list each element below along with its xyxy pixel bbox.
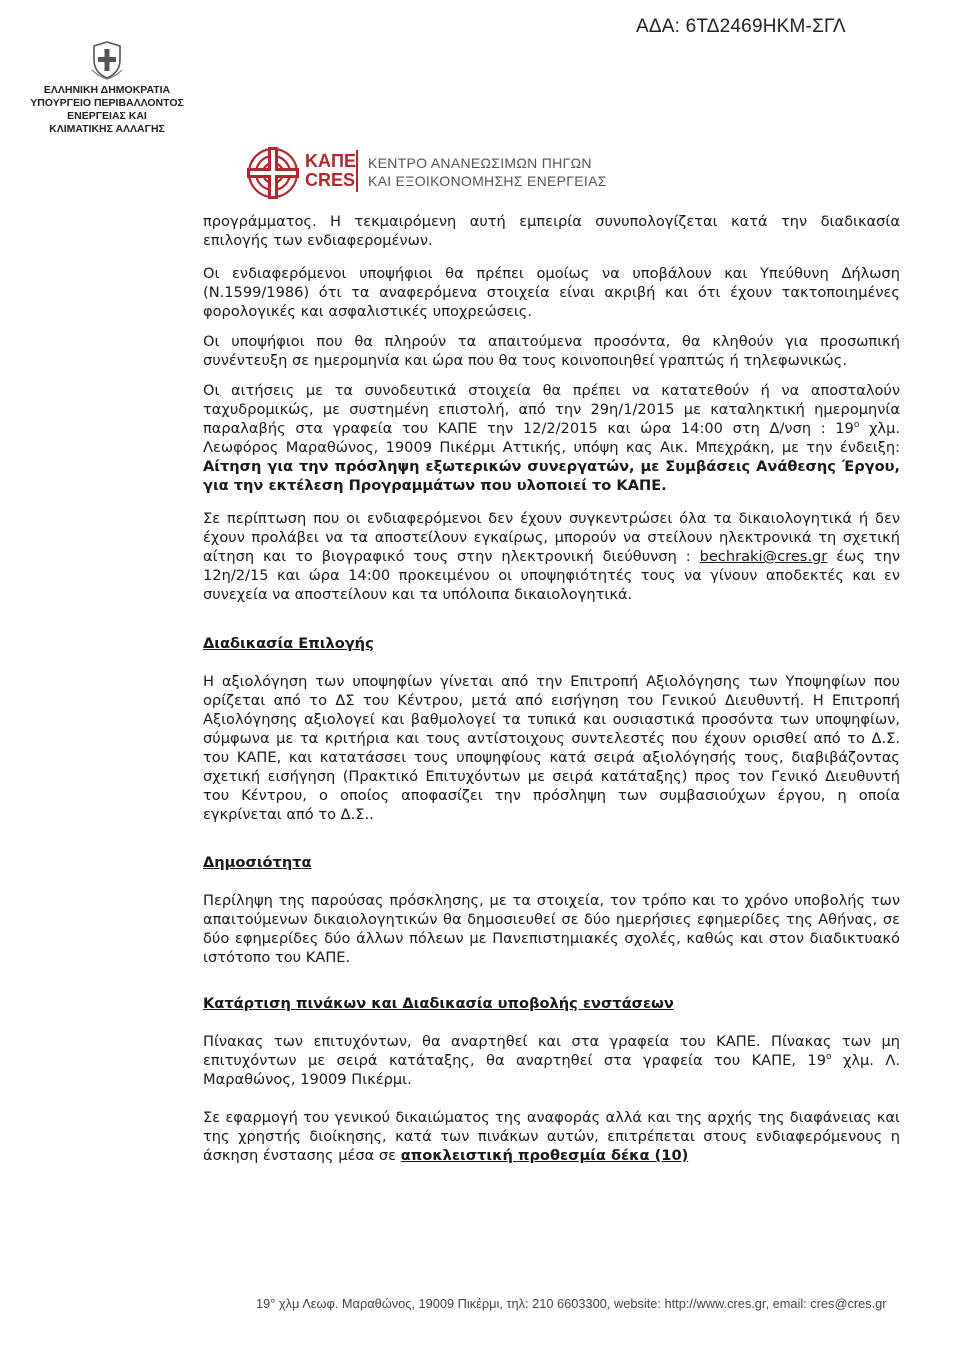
kape-divider <box>356 150 358 192</box>
document-body <box>203 212 900 1165</box>
kape-abbreviations <box>305 152 356 190</box>
paragraph-declaration: Οι ενδιαφερόμενοι υποψήφιοι θα πρέπει ομοίως να υποβάλουν και Υπεύθυνη Δήλωση (Ν.1599/1986) ότι τα αναφερόμενα στοιχεία είναι ακριβή και ότι έχουν τακτοποιημένες φορολογικές και ασφαλιστικές υποχρεώσεις. <box>203 265 900 320</box>
ada-code: ΑΔΑ: 6ΤΔ2469ΗΚΜ-ΣΓΛ <box>636 16 846 37</box>
paragraph-publicity: Περίληψη της παρούσας πρόσκλησης, με τα στοιχεία, τον τρόπο και το χρόνο υποβολής των απαιτούμενων δικαιολογητικών θα δημοσιευθεί σε δύο ημερήσιες εφημερίδες της Αθήνας, σε δύο εφημερίδες δύο άλλων πόλεων με Πανεπιστημιακές σχολές, καθώς και στον διαδικτυακό ιστότοπο του ΚΑΠΕ. <box>203 892 900 966</box>
paragraph-experience: προγράμματος. Η τεκμαιρόμενη αυτή εμπειρία συνυπολογίζεται κατά την διαδικασία επιλογής των ενδιαφερομένων. <box>203 213 900 249</box>
greek-emblem-icon <box>90 40 124 80</box>
paragraph-tables <box>203 1032 900 1089</box>
paragraph-electronic <box>203 509 900 604</box>
kape-full-line-1: ΚΕΝΤΡΟ ΑΝΑΝΕΩΣΙΜΩΝ ΠΗΓΩΝ <box>368 155 592 171</box>
email-link[interactable]: bechraki@cres.gr <box>699 548 828 565</box>
tables-text-2: χλμ. Λ. Μαραθώνος, 19009 Πικέρμι. <box>203 1052 900 1088</box>
objections-deadline: αποκλειστική προθεσμία δέκα (10) <box>400 1147 689 1164</box>
paragraph-applications <box>203 381 900 495</box>
paragraph-objections <box>203 1108 900 1165</box>
kape-full-name <box>368 154 607 190</box>
paragraph-interview: Οι υποψήφιοι που θα πληρούν τα απαιτούμενα προσόντα, θα κληθούν για προσωπική συνέντευξη σε ημερομηνία και ώρα που θα τους κοινοποιηθεί γραπτώς ή τηλεφωνικώς. <box>203 333 900 369</box>
electronic-text-1: Σε περίπτωση που οι ενδιαφερόμενοι δεν έχουν συγκεντρώσει όλα τα δικαιολογητικά ή δεν έχουν προλάβει να τα αποστείλουν εγκαίρως, μπορούν να στείλουν ηλεκτρονικά τη σχετική αίτηση και το βιογραφικό τους στην ηλεκτρονική διεύθυνση : <box>203 510 900 565</box>
degree-superscript: ο <box>853 420 860 430</box>
kape-full-line-2: ΚΑΙ ΕΞΟΙΚΟΝΟΜΗΣΗΣ ΕΝΕΡΓΕΙΑΣ <box>368 173 607 189</box>
ministry-line-1: ΕΛΛΗΝΙΚΗ ΔΗΜΟΚΡΑΤΙΑ <box>43 84 171 96</box>
heading-tables: Κατάρτιση πινάκων και Διαδικασία υποβολής ενστάσεων <box>203 995 674 1012</box>
ministry-line-3: ΕΝΕΡΓΕΙΑΣ ΚΑΙ <box>67 110 147 122</box>
paragraph-selection: Η αξιολόγηση των υποψηφίων γίνεται από την Επιτροπή Αξιολόγησης των Υποψηφίων που ορίζεται από το ΔΣ του Κέντρου, μετά από εισήγηση του Γενικού Διευθυντή. Η Επιτροπή Αξιολόγησης αξιολογεί και βαθμολογεί τα τυπικά και ουσιαστικά προσόντα των υποψηφίων, σύμφωνα με τα κριτήρια και τους αντίστοιχους συντελεστές που έχουν ορισθεί από το Δ.Σ. του ΚΑΠΕ, και κατατάσσει τους υποψηφίους κατά σειρά αξιολόγησής τους, διαβιβάζοντας σχετική εισήγηση (Πρακτικό Επιτυχόντων με σειρά κατάταξης) προς τον Γενικό Διευθυντή του Κέντρου, ο οποίος αποφασίζει την πρόσληψη των συμβασιούχων έργου, η οποία εγκρίνεται από το Δ.Σ.. <box>203 673 900 823</box>
electronic-text-2: έως την 12η/2/15 και ώρα 14:00 προκειμένου οι υποψηφιότητές τους να γίνουν αποδεκτές και εν συνεχεία να αποστείλουν και τα υπόλοιπα δικαιολογητικά. <box>203 548 900 603</box>
objections-text: Σε εφαρμογή του γενικού δικαιώματος της αναφοράς αλλά και της αρχής της διαφάνειας και της χρηστής διοίκησης, κατά των πινάκων αυτών, επιτρέπεται στους ενδιαφερόμενους η άσκηση ένστασης μέσα σε <box>203 1109 900 1164</box>
applications-subject: Αίτηση για την πρόσληψη εξωτερικών συνεργατών, με Συμβάσεις Ανάθεσης Έργου, για την εκτέλεση Προγραμμάτων που υλοποιεί το ΚΑΠΕ. <box>203 458 900 494</box>
cres-abbr: CRES <box>305 170 356 190</box>
applications-text-2: χλμ. Λεωφόρος Μαραθώνος, 19009 Πικέρμι Αττικής, υπόψη κας Αικ. Μπεχράκη, με την ένδειξη: <box>203 420 900 456</box>
degree-superscript: ο <box>826 1052 832 1062</box>
tables-text-1: Πίνακας των επιτυχόντων, θα αναρτηθεί και στα γραφεία του ΚΑΠΕ. Πίνακας των μη επιτυχόντων με σειρά κατάταξης, θα αναρτηθεί στα γραφεία του ΚΑΠΕ, 19 <box>203 1033 900 1069</box>
ministry-line-2: ΥΠΟΥΡΓΕΙΟ ΠΕΡΙΒΑΛΛΟΝΤΟΣ <box>30 97 184 109</box>
ministry-line-4: ΚΛΙΜΑΤΙΚΗΣ ΑΛΛΑΓΗΣ <box>49 123 165 135</box>
heading-publicity: Δημοσιότητα <box>203 854 312 871</box>
kape-abbr: ΚΑΠΕ <box>305 151 357 171</box>
kape-logo-icon <box>246 146 300 200</box>
heading-selection: Διαδικασία Επιλογής <box>203 635 374 652</box>
applications-text-1: Οι αιτήσεις με τα συνοδευτικά στοιχεία θα πρέπει να κατατεθούν ή να αποσταλούν ταχυδρομικώς, με συστημένη επιστολή, από την 29η/1/2015 με καταληκτική ημερομηνία παραλαβής στα γραφεία του ΚΑΠΕ την 12/2/2015 και ώρα 14:00 στη Δ/νση : 19 <box>203 382 900 437</box>
ministry-block <box>22 40 192 136</box>
page-footer: 19° χλμ Λεωφ. Μαραθώνος, 19009 Πικέρμι, τηλ: 210 6603300, website: http://www.cres.gr, email: cres@cres.gr <box>256 1296 887 1311</box>
